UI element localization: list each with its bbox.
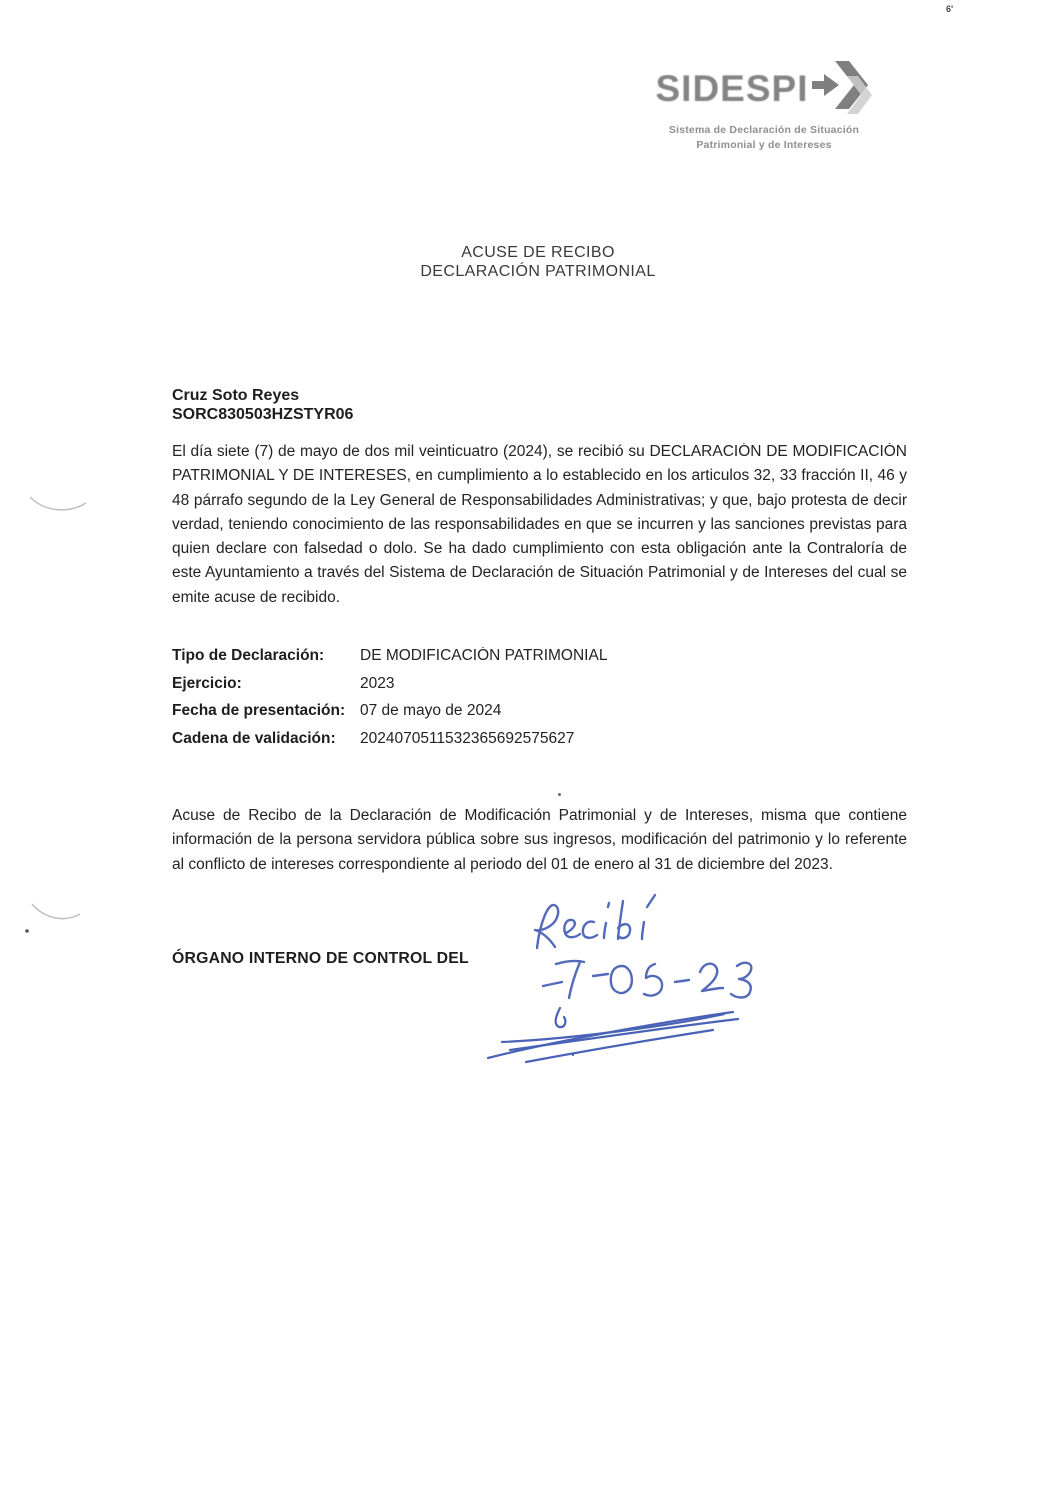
organ-label: ÓRGANO INTERNO DE CONTROL DEL [172, 950, 469, 967]
field-label: Ejercicio: [172, 674, 242, 692]
field-label: Cadena de validación: [172, 729, 336, 747]
field-value: 2024070511532365692575627 [360, 729, 575, 747]
field-row-ejercicio [172, 675, 607, 703]
title-line1: ACUSE DE RECIBO [461, 244, 615, 261]
handwriting-recibi [535, 895, 655, 948]
field-row-fecha [172, 702, 607, 730]
field-value: DE MODIFICACIÓN PATRIMONIAL [360, 647, 608, 664]
signature-scribble [488, 1008, 738, 1062]
field-label: Fecha de presentación: [172, 702, 346, 719]
logo-subtitle-line1: Sistema de Declaración de Situación [668, 124, 860, 136]
field-row-tipo [172, 647, 607, 675]
scan-artifact-curve [22, 898, 82, 943]
declaration-fields [172, 647, 607, 757]
declarant-name: Cruz Soto Reyes [172, 387, 300, 404]
handwriting-date [543, 961, 751, 998]
title-line2: DECLARACIÓN PATRIMONIAL [420, 263, 656, 280]
declarant-curp: SORC830503HZSTYR06 [172, 406, 354, 423]
handwritten-note-and-signature [480, 890, 800, 1070]
field-value: 07 de mayo de 2024 [360, 702, 502, 719]
logo-subtitle-line2: Patrimonial y de Intereses [696, 139, 832, 152]
sidespi-logo [648, 58, 880, 153]
scan-artifact-curve [28, 495, 88, 525]
declarant-block [172, 386, 353, 424]
scan-speck [558, 793, 561, 796]
receipt-paragraph: El día siete (7) de mayo de dos mil veinticuatro (2024), se recibió su DECLARACIÓN DE MODIFICACIÓN PATRIMONIAL Y DE INTERESES, en cumplimiento a lo establecido en los articulos 32, 33 fracción II, 46 y 48 párrafo segundo de la Ley General de Responsabilidades Administrativas; y que, bajo protesta de decir verdad, teniendo conocimiento de las responsabilidades en que se incurren y las sanciones previstas para quien declare con falsedad o dolo. Se ha dado cumplimiento con esta obligación ante la Contraloría de este Ayuntamiento a través del Sistema de Declaración de Situación Patrimonial y de Intereses del cual se emite acuse de recibido. [172, 443, 907, 606]
logo-arrows-icon [811, 58, 873, 119]
document-title [9, 243, 1058, 281]
scan-artifact-mark: 6' [946, 4, 954, 14]
summary-paragraph: Acuse de Recibo de la Declaración de Modificación Patrimonial y de Intereses, misma que contiene información de la persona servidora pública sobre sus ingresos, modificación del patrimonio y lo referente al conflicto de intereses correspondiente al periodo del 01 de enero al 31 de diciembre del 2023. [172, 807, 907, 873]
field-row-cadena [172, 730, 607, 758]
logo-wordmark: SIDESPI [655, 68, 809, 109]
field-label: Tipo de Declaración: [172, 647, 325, 664]
field-value: 2023 [360, 674, 395, 692]
